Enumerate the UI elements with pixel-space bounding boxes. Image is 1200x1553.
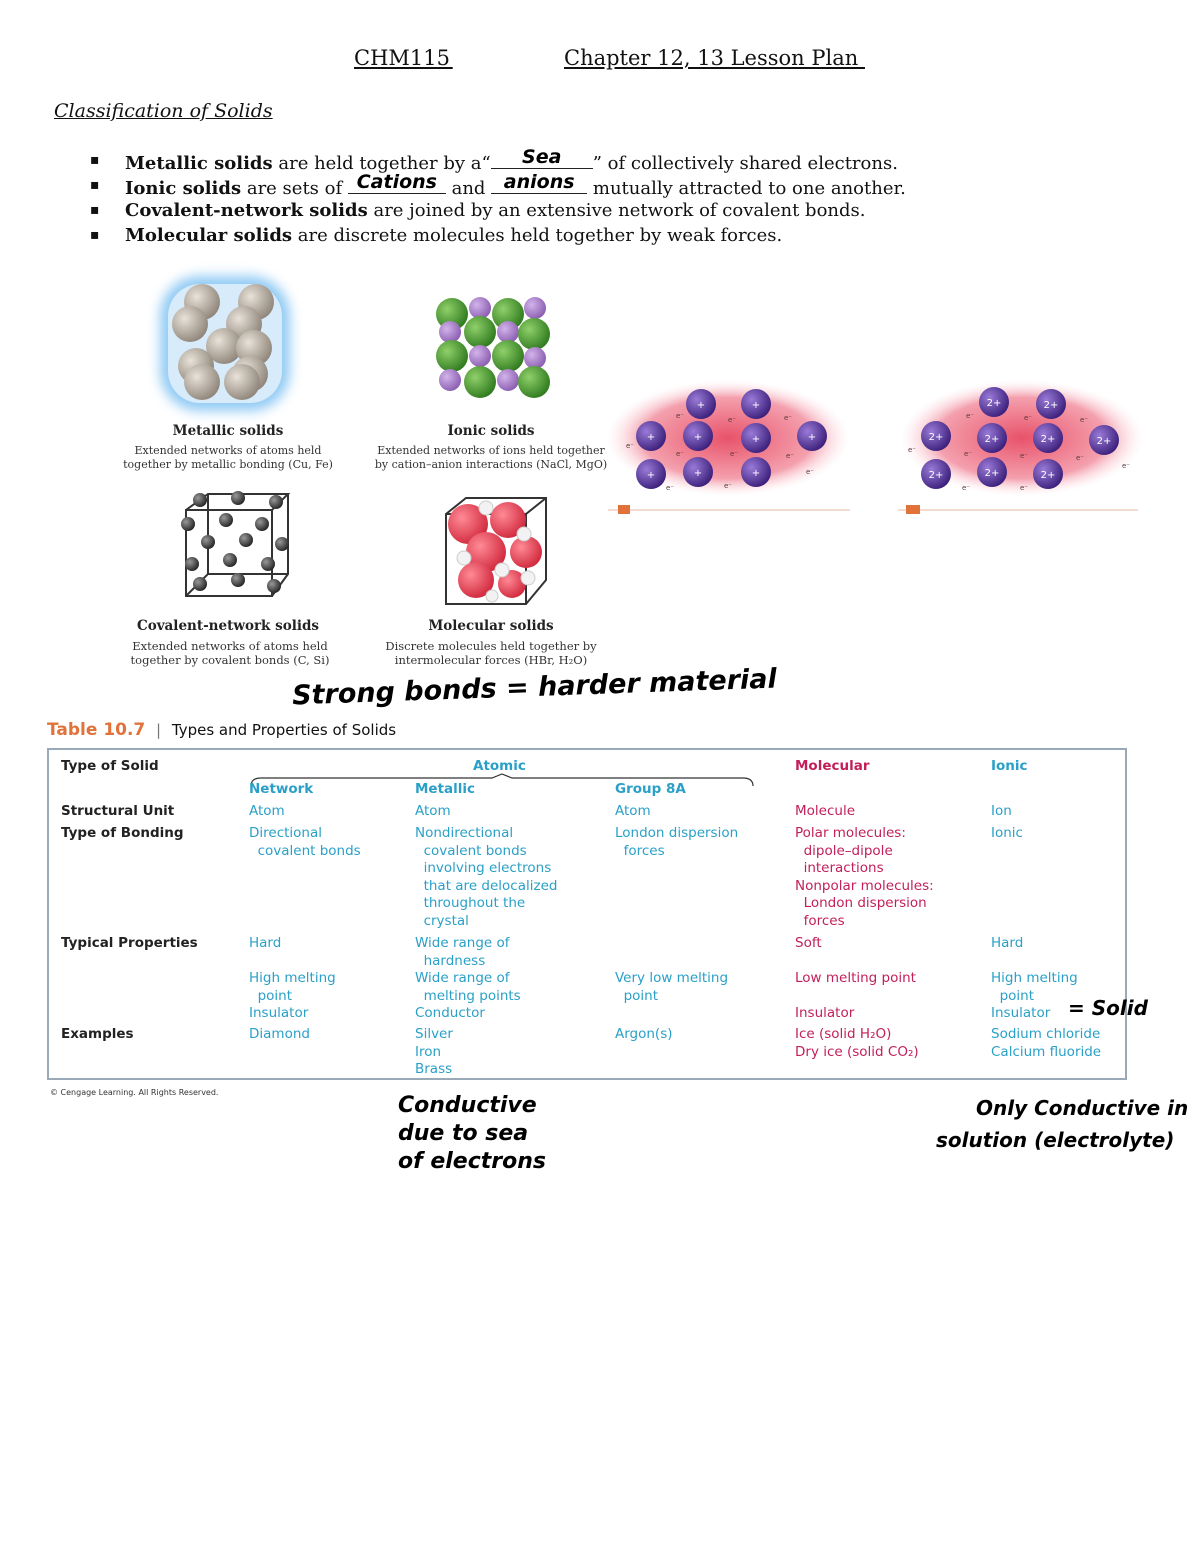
metallic-caption-desc: Extended networks of atoms held: [134, 444, 322, 457]
metallic-caption-desc: together by metallic bonding (Cu, Fe): [123, 458, 333, 471]
classification-list: [90, 148, 906, 248]
electron-label: e⁻: [730, 450, 739, 458]
table-cell: Molecule: [795, 803, 855, 819]
table-header-atomic: Atomic: [473, 758, 526, 774]
bullet-text: are joined by an extensive network of covalent bonds.: [367, 200, 866, 221]
electron-label: e⁻: [806, 468, 815, 476]
table-cell: Diamond: [249, 1026, 310, 1042]
table-cell: Directional covalent bonds: [249, 825, 361, 859]
cation-charge-label: +: [646, 470, 656, 481]
cation-charge-label: +: [693, 432, 703, 443]
cation-charge-label: +: [696, 400, 706, 411]
caption-divider: |: [156, 721, 162, 739]
cation-charge-label: 2+: [984, 434, 1000, 445]
table-cell: Nondirectional covalent bonds involving electrons that are delocalized throughout the crystal: [415, 825, 558, 929]
handwritten-note-only-conductive: [936, 1092, 1188, 1156]
bullet-text: and: [445, 178, 492, 199]
term-ionic: Ionic solids: [125, 178, 242, 199]
section-title: Classification of Solids: [54, 100, 273, 122]
document-title: Chapter 12, 13 Lesson Plan: [564, 46, 865, 70]
table-cell: Ice (solid H₂O) Dry ice (solid CO₂): [795, 1026, 919, 1060]
document-header: [0, 46, 1200, 76]
cation-charge-label: 2+: [1040, 470, 1056, 481]
ionic-caption-title: Ionic solids: [447, 423, 535, 439]
table-cell: Silver Iron Brass: [415, 1026, 453, 1077]
table-cell: Sodium chloride Calcium fluoride: [991, 1026, 1102, 1060]
cation-charge-label: 2+: [1040, 434, 1056, 445]
handwritten-answer: Sea: [522, 146, 562, 168]
electron-label: e⁻: [1020, 452, 1029, 460]
electron-label: e⁻: [728, 416, 737, 424]
table-cell: Polar molecules: dipole–dipole interactions Nonpolar molecules: London dispersion forces: [795, 825, 934, 929]
electron-label: e⁻: [964, 450, 973, 458]
table-cell: High melting point Insulator: [249, 970, 336, 1021]
ionic-caption-desc: by cation–anion interactions (NaCl, MgO): [374, 458, 608, 471]
table-header-network: Network: [249, 781, 314, 797]
electron-label: e⁻: [1024, 414, 1033, 422]
cation-charge-label: 2+: [928, 432, 944, 443]
table-cell: Wide range of hardness: [415, 935, 510, 969]
table-cell: Very low melting point: [615, 970, 729, 1004]
handwritten-line: due to sea: [398, 1121, 529, 1146]
term-molecular: Molecular solids: [125, 225, 293, 246]
cation-charge-label: +: [693, 468, 703, 479]
table-cell: Atom: [415, 803, 451, 819]
molecular-caption-desc: Discrete molecules held together by: [385, 639, 597, 653]
ionic-caption-desc: Extended networks of ions held together: [377, 444, 605, 457]
table-cell: Ion: [991, 803, 1012, 819]
table-cell: High melting point Insulator: [991, 970, 1078, 1021]
table-header-metallic: Metallic: [415, 781, 476, 797]
electron-label: e⁻: [908, 446, 917, 454]
term-metallic: Metallic solids: [125, 153, 273, 174]
electron-label: e⁻: [962, 484, 971, 492]
covalent-caption-title: Covalent-network solids: [136, 618, 320, 634]
fill-in-blank: [491, 148, 593, 169]
table-cell: Low melting point Insulator: [795, 970, 916, 1021]
table-caption: [47, 720, 396, 740]
fill-in-blank: [491, 173, 587, 194]
header-spacer: [446, 46, 556, 70]
table-header-group8a: Group 8A: [615, 781, 686, 797]
bullet-text: are discrete molecules held together by weak forces.: [292, 225, 783, 246]
bullet-text: ” of collectively shared electrons.: [592, 153, 898, 174]
bullet-text: mutually attracted to one another.: [587, 178, 906, 199]
table-header-molecular: Molecular: [795, 758, 870, 774]
course-code: CHM115: [354, 46, 450, 70]
table-title: Types and Properties of Solids: [171, 721, 397, 739]
list-item: [90, 223, 906, 248]
metallic-solid-model: [160, 276, 290, 411]
handwritten-line: solution (electrolyte): [936, 1128, 1175, 1152]
cation-charge-label: 2+: [1043, 400, 1059, 411]
electron-label: e⁻: [666, 484, 675, 492]
table-cell: Hard: [249, 935, 282, 951]
term-covalent-network: Covalent-network solids: [125, 200, 368, 221]
row-header-structural-unit: Structural Unit: [61, 803, 175, 819]
figure-marker: [906, 505, 920, 514]
handwritten-note-strong-bonds: Strong bonds = harder material: [291, 663, 778, 712]
table-cell: Soft: [795, 935, 822, 951]
electron-label: e⁻: [1076, 454, 1085, 462]
table-cell: Ionic: [991, 825, 1023, 841]
molecular-caption-desc: intermolecular forces (HBr, H₂O): [394, 653, 588, 667]
fill-in-blank: [348, 173, 446, 194]
cation-charge-label: 2+: [984, 468, 1000, 479]
table-cell: Atom: [249, 803, 285, 819]
figure-marker: [618, 505, 630, 514]
bullet-text: are held together by a“: [272, 153, 491, 174]
cation-charge-label: +: [807, 432, 817, 443]
table-header-ionic: Ionic: [991, 758, 1028, 774]
properties-table: [47, 748, 1127, 1080]
ionic-solid-model: [436, 297, 550, 398]
table-cell: Hard: [991, 935, 1024, 951]
list-item: [90, 173, 906, 198]
electron-sea-diagrams: [606, 378, 1146, 524]
handwritten-answer: anions: [503, 171, 575, 193]
cation-charge-label: 2+: [986, 398, 1002, 409]
electron-label: e⁻: [786, 452, 795, 460]
handwritten-answer: Cations: [356, 171, 437, 193]
electron-label: e⁻: [966, 412, 975, 420]
electron-label: e⁻: [1020, 484, 1029, 492]
row-header-bonding: Type of Bonding: [61, 825, 184, 841]
molecular-caption: [381, 639, 601, 667]
covalent-caption: [130, 639, 330, 667]
cation-charge-label: +: [751, 468, 761, 479]
electron-label: e⁻: [1122, 462, 1131, 470]
table-cell: London dispersion forces: [615, 825, 739, 859]
electron-label: e⁻: [1080, 416, 1089, 424]
copyright-credit: © Cengage Learning. All Rights Reserved.: [50, 1088, 219, 1097]
table-cell: Atom: [615, 803, 651, 819]
covalent-caption-desc: Extended networks of atoms held: [132, 639, 328, 653]
covalent-caption-desc: together by covalent bonds (C, Si): [130, 653, 330, 667]
table-header-type: Type of Solid: [61, 758, 159, 774]
electron-label: e⁻: [626, 442, 635, 450]
cation-charge-label: +: [751, 434, 761, 445]
electron-label: e⁻: [676, 450, 685, 458]
cation-charge-label: +: [751, 400, 761, 411]
cation-charge-label: 2+: [1096, 436, 1112, 447]
solid-types-figure: [123, 262, 610, 634]
electron-label: e⁻: [784, 414, 793, 422]
table-number: Table 10.7: [47, 720, 146, 740]
handwritten-line: Only Conductive in: [976, 1096, 1189, 1120]
electron-label: e⁻: [676, 412, 685, 420]
handwritten-note-conductive: [398, 1092, 546, 1176]
handwritten-line: of electrons: [398, 1149, 547, 1174]
cation-charge-label: 2+: [928, 470, 944, 481]
cation-charge-label: +: [646, 432, 656, 443]
metallic-caption-title: Metallic solids: [172, 423, 284, 439]
molecular-solid-model: [446, 498, 546, 604]
list-item: [90, 198, 906, 223]
handwritten-line: Conductive: [398, 1093, 537, 1118]
table-cell: Argon(s): [615, 1026, 673, 1042]
row-header-properties: Typical Properties: [61, 935, 198, 951]
bullet-text: are sets of: [241, 178, 348, 199]
handwritten-note-solid: = Solid: [1068, 996, 1148, 1020]
table-cell: Wide range of melting points Conductor: [415, 970, 521, 1021]
electron-label: e⁻: [724, 482, 733, 490]
molecular-caption-title: Molecular solids: [428, 618, 554, 634]
row-header-examples: Examples: [61, 1026, 134, 1042]
